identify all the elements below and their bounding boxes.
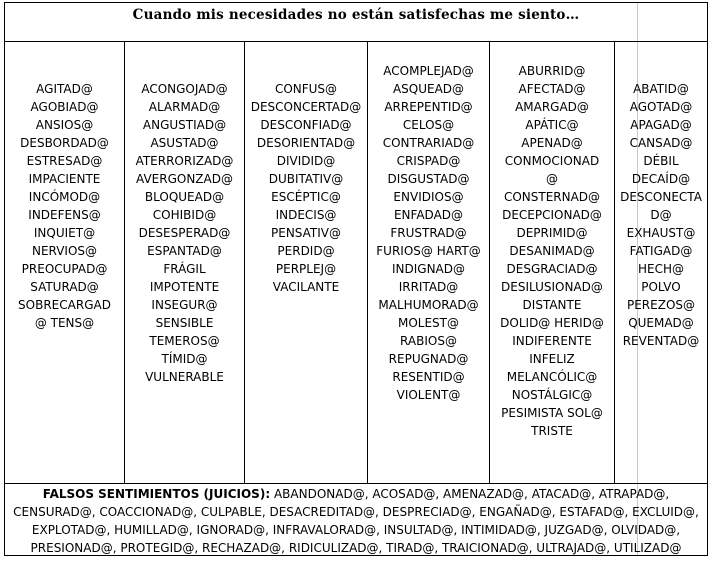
feeling-item: DESESPERAD@	[138, 226, 231, 240]
feeling-item: REPUGNAD@	[388, 352, 469, 366]
feeling-item: ALARMAD@	[148, 100, 221, 114]
feeling-item: ABURRID@	[518, 64, 586, 78]
feeling-item: MALHUMORAD@	[378, 298, 479, 312]
feeling-item: DESORIENTAD@	[256, 136, 356, 150]
feeling-item: CONTRARIAD@	[382, 136, 475, 150]
feeling-item: CONMOCIONAD	[504, 154, 600, 168]
feeling-item: CRISPAD@	[396, 154, 461, 168]
feeling-item: CELOS@	[402, 118, 455, 132]
feeling-item: DESBORDAD@	[20, 136, 109, 150]
feeling-item: DISTANTE	[522, 298, 582, 312]
feeling-item: FATIGAD@	[629, 244, 693, 258]
feeling-item: @	[546, 172, 558, 186]
feeling-item: TÍMID@	[161, 352, 208, 366]
table-title: Cuando mis necesidades no están satisfechas me siento…	[132, 7, 580, 23]
column-fear	[124, 42, 244, 483]
feeling-item: APAGAD@	[630, 118, 692, 132]
feeling-item: ASUSTAD@	[150, 136, 219, 150]
feeling-item: ARREPENTID@	[384, 100, 473, 114]
feeling-item: INDIGNAD@	[391, 262, 466, 276]
feelings-table	[4, 2, 708, 556]
feeling-item: DESCONCERTAD@	[250, 100, 362, 114]
feeling-item: ESTRESAD@	[26, 154, 103, 168]
feeling-item: DÉBIL	[643, 154, 679, 168]
column-anger	[367, 42, 489, 483]
feeling-item: DISGUSTAD@	[387, 172, 470, 186]
feeling-item: ANSIOS@	[35, 118, 94, 132]
feeling-item: DIVIDID@	[276, 154, 336, 168]
feeling-item: INSEGUR@	[151, 298, 218, 312]
feeling-item: SOBRECARGAD	[18, 298, 111, 312]
feeling-item: AGITAD@	[36, 82, 93, 96]
feeling-item: ESCÉPTIC@	[271, 190, 341, 204]
feeling-item: INDIFERENTE	[512, 334, 592, 348]
feelings-columns	[5, 42, 707, 484]
feeling-item: VULNERABLE	[145, 370, 224, 384]
column-tiredness	[614, 42, 707, 483]
feeling-item: ESPANTAD@	[147, 244, 222, 258]
feeling-item: DECAÍD@	[631, 172, 691, 186]
feeling-item: FRÁGIL	[163, 262, 206, 276]
feeling-item: DESCONFIAD@	[260, 118, 352, 132]
feeling-item: TRISTE	[531, 424, 573, 438]
feeling-item: MELANCÓLIC@	[506, 370, 598, 384]
feeling-item: CONSTERNAD@	[503, 190, 601, 204]
feeling-item: AGOBIAD@	[30, 100, 99, 114]
feeling-item: PREOCUPAD@	[21, 262, 108, 276]
feeling-item: @ TENS@	[34, 316, 95, 330]
feeling-item: PEREZOS@	[626, 298, 696, 312]
feeling-item: ENVIDIOS@	[393, 190, 464, 204]
feeling-item: BLOQUEAD@	[144, 190, 225, 204]
false-feelings-label: FALSOS SENTIMIENTOS (JUICIOS):	[42, 487, 271, 501]
feeling-item: INCÓMOD@	[28, 190, 101, 204]
feeling-item: POLVO	[641, 280, 681, 294]
title-row	[5, 3, 707, 42]
feeling-item: ANGUSTIAD@	[142, 118, 227, 132]
feeling-item: CONFUS@	[274, 82, 338, 96]
feeling-item: ACONGOJAD@	[141, 82, 228, 96]
feeling-item: AFECTAD@	[518, 82, 586, 96]
feeling-item: AMARGAD@	[515, 100, 589, 114]
feeling-item: COHIBID@	[152, 208, 217, 222]
feeling-item: HECH@	[637, 262, 684, 276]
feeling-item: DESILUSIONAD@	[501, 280, 603, 294]
feeling-item: VIOLENT@	[396, 388, 461, 402]
feeling-item: D@	[650, 208, 672, 222]
feeling-item: SENSIBLE	[155, 316, 214, 330]
feeling-item: VACILANTE	[272, 280, 340, 294]
feeling-item: INDECIS@	[275, 208, 337, 222]
feeling-item: AVERGONZAD@	[136, 172, 233, 186]
feeling-item: IMPOTENTE	[149, 280, 220, 294]
feeling-item: RESENTID@	[392, 370, 465, 384]
feeling-item: PENSATIV@	[271, 226, 341, 240]
feeling-item: PERPLEJ@	[275, 262, 337, 276]
column-confusion	[244, 42, 367, 483]
feeling-item: PESIMISTA SOL@	[501, 406, 603, 420]
feeling-item: APÁTIC@	[525, 118, 579, 132]
feeling-item: MOLEST@	[397, 316, 459, 330]
feeling-item: DESCONECTA	[620, 190, 702, 204]
feeling-item: ASQUEAD@	[392, 82, 465, 96]
feeling-item: CANSAD@	[629, 136, 693, 150]
feeling-item: DEPRIMID@	[516, 226, 588, 240]
feeling-item: DESANIMAD@	[509, 244, 595, 258]
feeling-item: DECEPCIONAD@	[502, 208, 602, 222]
feeling-item: NOSTÁLGIC@	[511, 388, 593, 402]
feeling-item: QUEMAD@	[628, 316, 694, 330]
feeling-item: DUBITATIV@	[268, 172, 344, 186]
feeling-item: FURIOS@ HART@	[376, 244, 481, 258]
feeling-item: IMPACIENTE	[28, 172, 101, 186]
feeling-item: NERVIOS@	[31, 244, 98, 258]
feeling-item: PERDID@	[277, 244, 335, 258]
feeling-item: TEMEROS@	[149, 334, 220, 348]
feeling-item: FRUSTRAD@	[390, 226, 467, 240]
feeling-item: DOLID@ HERID@	[500, 316, 604, 330]
feeling-item: APENAD@	[521, 136, 583, 150]
feeling-item: REVENTAD@	[622, 334, 700, 348]
feeling-item: INFELIZ	[529, 352, 575, 366]
feeling-item: ABATID@	[633, 82, 689, 96]
feeling-item: IRRITAD@	[398, 280, 459, 294]
feeling-item: AGOTAD@	[629, 100, 693, 114]
feeling-item: ATERRORIZAD@	[135, 154, 234, 168]
feeling-item: ENFADAD@	[393, 208, 464, 222]
feeling-item: ACOMPLEJAD@	[383, 64, 474, 78]
feeling-item: SATURAD@	[30, 280, 99, 294]
false-feelings-section	[5, 484, 707, 555]
feeling-item: EXHAUST@	[626, 226, 696, 240]
feeling-item: RABIOS@	[400, 334, 457, 348]
feeling-item: INDEFENS@	[28, 208, 101, 222]
feeling-item: DESGRACIAD@	[506, 262, 598, 276]
feeling-item: INQUIET@	[33, 226, 96, 240]
column-sadness	[489, 42, 614, 483]
column-agitation	[5, 42, 124, 483]
false-feelings-list: ABANDONAD@, ACOSAD@, AMENAZAD@, ATACAD@, ATRAPAD@, CENSURAD@, COACCIONAD@, CULPABLE, DESACREDITAD@, DESPRECIAD@, ENGAÑAD@, ESTAFAD@, EXCLUID@, EXPLOTAD@, HUMILLAD@, IGNORAD@, INFRAVALORAD@, INSULTAD@, INTIMIDAD@, JUZGAD@, OLVIDAD@, PRESIONAD@, PROTEGID@, RECHAZAD@, RIDICULIZAD@, TIRAD@, TRAICIONAD@, ULTRAJAD@, UTILIZAD@	[13, 487, 699, 555]
